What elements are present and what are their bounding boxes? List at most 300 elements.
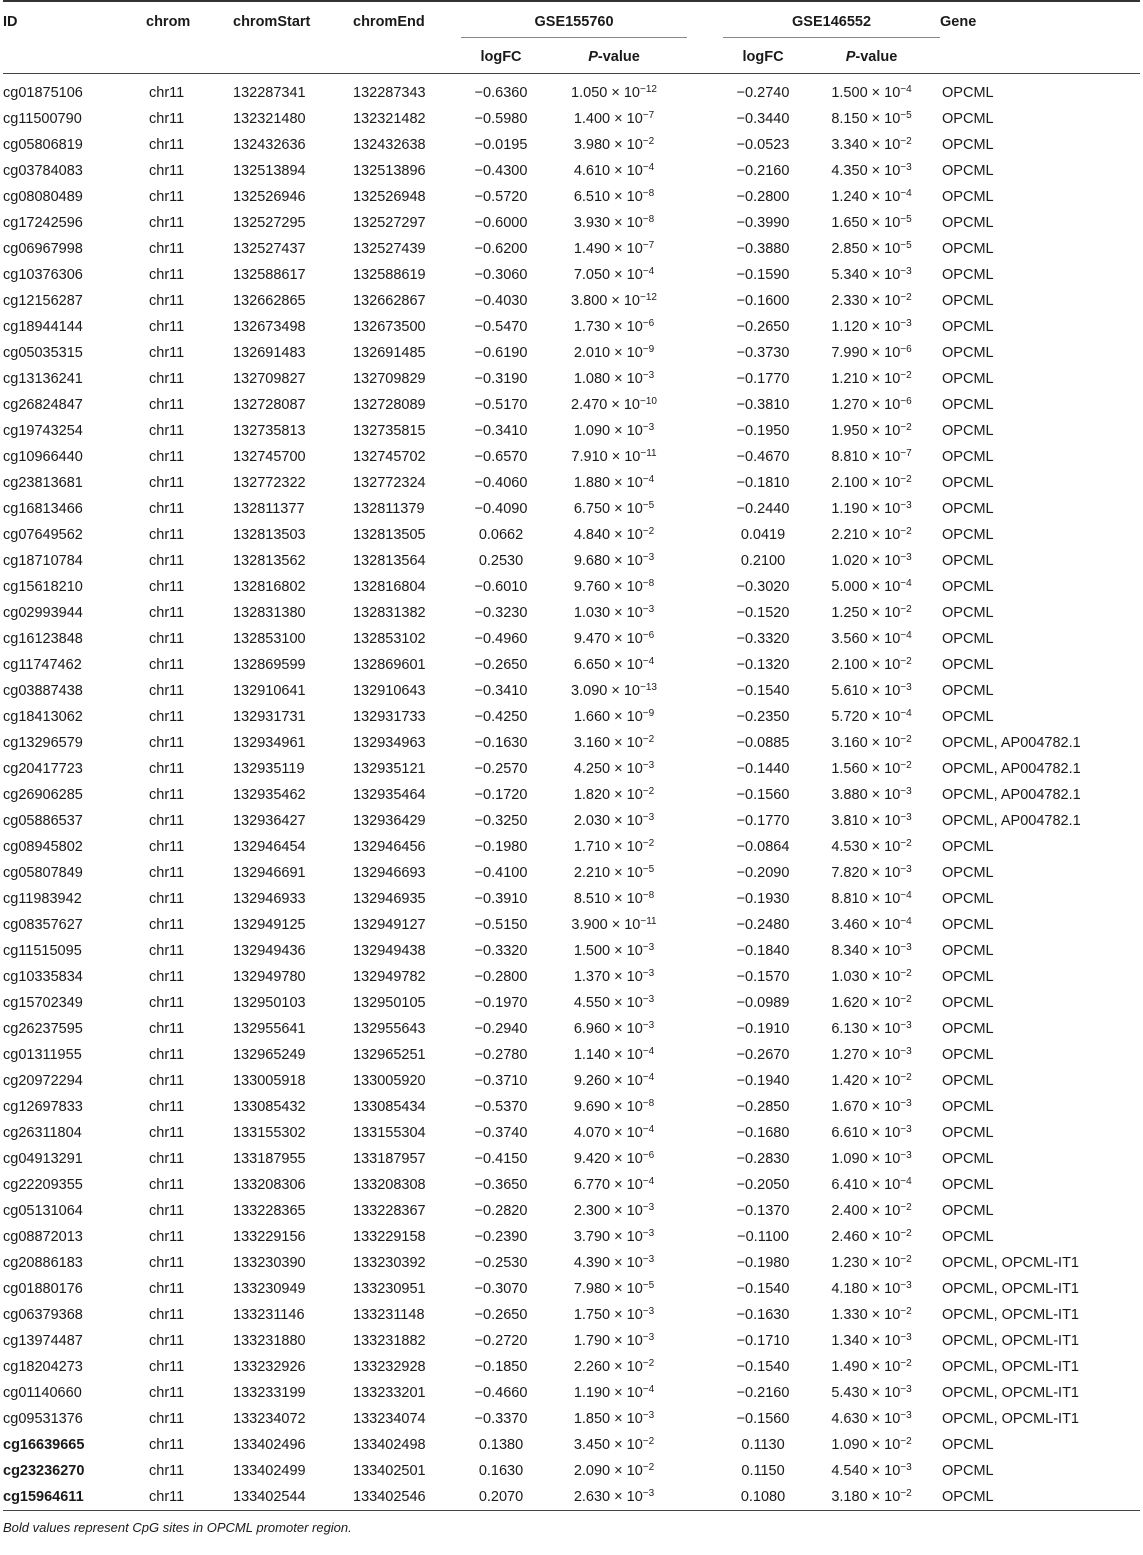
cell-gene: OPCML xyxy=(942,370,994,387)
table-row xyxy=(3,1198,1140,1224)
cell-chrom: chr11 xyxy=(149,682,185,699)
cell-logfc-1: −0.5980 xyxy=(474,110,528,127)
cell-logfc-1: −0.2650 xyxy=(474,656,528,673)
cell-chrom-end: 132588619 xyxy=(353,266,426,283)
cell-pvalue-2: $2.850 \times 10^{-5}$ xyxy=(831,239,912,257)
cell-chrom: chr11 xyxy=(149,110,185,127)
cell-pvalue-2: $4.350 \times 10^{-3}$ xyxy=(831,161,912,179)
cell-chrom-end: 132946935 xyxy=(353,890,426,907)
cell-chrom-start: 132935462 xyxy=(233,786,306,803)
cell-chrom-end: 133187957 xyxy=(353,1150,426,1167)
cell-logfc-1: −0.4960 xyxy=(474,630,528,647)
cell-id: cg09531376 xyxy=(3,1410,83,1427)
cell-logfc-2: −0.2650 xyxy=(736,318,790,335)
cell-pvalue-2: $1.240 \times 10^{-4}$ xyxy=(831,187,912,205)
cell-logfc-2: −0.1540 xyxy=(736,682,790,699)
cell-pvalue-2: $4.530 \times 10^{-2}$ xyxy=(831,837,912,855)
cell-chrom-start: 132813562 xyxy=(233,552,306,569)
cell-logfc-2: −0.1770 xyxy=(736,812,790,829)
cell-pvalue-1: $3.980 \times 10^{-2}$ xyxy=(573,135,655,153)
cell-pvalue-1: $2.630 \times 10^{-3}$ xyxy=(573,1487,655,1505)
cell-pvalue-1: $2.010 \times 10^{-9}$ xyxy=(573,343,655,361)
cell-chrom: chr11 xyxy=(149,630,185,647)
cell-id: cg01311955 xyxy=(3,1046,82,1063)
cell-id: cg17242596 xyxy=(3,214,83,231)
cell-id: cg23813681 xyxy=(3,474,83,491)
cell-gap xyxy=(687,236,723,262)
cell-logfc-2: −0.0523 xyxy=(736,136,790,153)
cell-chrom-start: 133005918 xyxy=(233,1072,306,1089)
table-row xyxy=(3,314,1140,340)
cell-logfc-2: −0.2440 xyxy=(736,500,790,517)
cell-pvalue-1: $7.910 \times 10^{-11}$ xyxy=(571,447,657,465)
cell-id: cg19743254 xyxy=(3,422,83,439)
cell-pvalue-1: $9.420 \times 10^{-6}$ xyxy=(573,1149,655,1167)
cell-chrom: chr11 xyxy=(149,942,185,959)
cell-gene: OPCML xyxy=(942,1462,994,1479)
cell-chrom-end: 132691485 xyxy=(353,344,426,361)
cell-pvalue-2: $3.160 \times 10^{-2}$ xyxy=(831,733,912,751)
table-row xyxy=(3,236,1140,262)
cell-id: cg13136241 xyxy=(3,370,83,387)
cell-gap xyxy=(687,184,723,210)
cell-chrom-end: 133085434 xyxy=(353,1098,426,1115)
cell-pvalue-2: $1.090 \times 10^{-3}$ xyxy=(831,1149,912,1167)
cell-logfc-1: −0.5150 xyxy=(474,916,528,933)
table-row xyxy=(3,886,1140,912)
cell-pvalue-1: $1.030 \times 10^{-3}$ xyxy=(573,603,655,621)
cell-id: cg06967998 xyxy=(3,240,83,257)
cell-chrom: chr11 xyxy=(149,526,185,543)
cell-gene: OPCML xyxy=(942,890,994,907)
table-row xyxy=(3,470,1140,496)
group1-label: GSE155760 xyxy=(534,14,614,30)
cell-gene: OPCML xyxy=(942,266,994,283)
table-row xyxy=(3,392,1140,418)
cell-pvalue-1: $2.210 \times 10^{-5}$ xyxy=(573,863,655,881)
cell-chrom-start: 132955641 xyxy=(233,1020,306,1037)
cell-id: cg11515095 xyxy=(3,942,82,959)
cell-gap xyxy=(687,444,723,470)
cell-pvalue-2: $2.210 \times 10^{-2}$ xyxy=(831,525,912,543)
cell-chrom-end: 132813505 xyxy=(353,526,426,543)
table-row xyxy=(3,1276,1140,1302)
cell-logfc-1: −0.3250 xyxy=(474,812,528,829)
cell-gap xyxy=(687,158,723,184)
cell-chrom-start: 133229156 xyxy=(233,1228,306,1245)
cell-chrom-end: 132831382 xyxy=(353,604,426,621)
cell-pvalue-2: $4.630 \times 10^{-3}$ xyxy=(831,1409,912,1427)
cell-gene: OPCML, OPCML-IT1 xyxy=(942,1306,1079,1323)
cell-chrom-end: 132662867 xyxy=(353,292,426,309)
cell-logfc-2: −0.2160 xyxy=(736,162,790,179)
cell-gap xyxy=(687,210,723,236)
table-header xyxy=(3,1,1140,73)
cell-gap xyxy=(687,1172,723,1198)
cell-chrom-start: 132526946 xyxy=(233,188,306,205)
cell-logfc-2: −0.1370 xyxy=(736,1202,790,1219)
cell-logfc-1: 0.1380 xyxy=(478,1436,524,1453)
table-row xyxy=(3,938,1140,964)
cell-logfc-2: −0.1940 xyxy=(736,1072,790,1089)
header-id: ID xyxy=(3,1,146,37)
cell-pvalue-1: $4.550 \times 10^{-3}$ xyxy=(573,993,655,1011)
cell-gap xyxy=(687,600,723,626)
cell-gap xyxy=(687,1250,723,1276)
cell-pvalue-1: $9.680 \times 10^{-3}$ xyxy=(573,551,655,569)
table-row xyxy=(3,1354,1140,1380)
table-row xyxy=(3,1328,1140,1354)
cell-logfc-1: −0.4250 xyxy=(474,708,528,725)
cell-chrom-start: 132527295 xyxy=(233,214,306,231)
cell-gene: OPCML xyxy=(942,1020,994,1037)
cell-pvalue-2: $1.270 \times 10^{-3}$ xyxy=(831,1045,912,1063)
table-row xyxy=(3,548,1140,574)
cell-gap xyxy=(687,106,723,132)
cell-gap xyxy=(687,1120,723,1146)
cell-chrom-start: 132709827 xyxy=(233,370,306,387)
cell-id: cg10335834 xyxy=(3,968,83,985)
cell-chrom: chr11 xyxy=(149,1202,185,1219)
cell-logfc-1: −0.2650 xyxy=(474,1306,528,1323)
cell-chrom: chr11 xyxy=(149,890,185,907)
cell-pvalue-1: $7.050 \times 10^{-4}$ xyxy=(573,265,655,283)
cell-gene: OPCML, AP004782.1 xyxy=(942,760,1081,777)
cell-gap xyxy=(687,756,723,782)
cell-gene: OPCML xyxy=(942,136,994,153)
cell-chrom-start: 132935119 xyxy=(233,760,305,777)
cell-chrom-end: 132709829 xyxy=(353,370,426,387)
cell-chrom-start: 132949125 xyxy=(233,916,306,933)
cell-gap xyxy=(687,1094,723,1120)
cell-pvalue-2: $6.410 \times 10^{-4}$ xyxy=(831,1175,912,1193)
cell-gene: OPCML xyxy=(942,1150,994,1167)
cell-chrom-start: 132691483 xyxy=(233,344,306,361)
cell-pvalue-2: $6.610 \times 10^{-3}$ xyxy=(831,1123,912,1141)
cell-chrom: chr11 xyxy=(149,1176,185,1193)
cell-logfc-2: −0.2800 xyxy=(736,188,790,205)
cell-pvalue-1: $1.500 \times 10^{-3}$ xyxy=(573,941,655,959)
cell-gene: OPCML xyxy=(942,1098,994,1115)
cell-chrom-end: 133230951 xyxy=(353,1280,426,1297)
cell-pvalue-2: $5.000 \times 10^{-4}$ xyxy=(831,577,912,595)
cell-chrom-end: 133231148 xyxy=(353,1306,425,1323)
cell-id: cg16639665 xyxy=(3,1436,85,1453)
cell-chrom: chr11 xyxy=(149,1306,185,1323)
table-row xyxy=(3,1042,1140,1068)
cell-id: cg18944144 xyxy=(3,318,83,335)
table-row xyxy=(3,1172,1140,1198)
cell-chrom: chr11 xyxy=(149,474,185,491)
cell-id: cg20886183 xyxy=(3,1254,83,1271)
cell-logfc-1: 0.2070 xyxy=(478,1488,524,1505)
cell-chrom-start: 133402499 xyxy=(233,1462,306,1479)
cell-chrom: chr11 xyxy=(149,448,185,465)
cell-pvalue-2: $1.120 \times 10^{-3}$ xyxy=(831,317,912,335)
cell-logfc-1: −0.2390 xyxy=(474,1228,528,1245)
cell-logfc-1: −0.1980 xyxy=(474,838,528,855)
cell-logfc-1: −0.4030 xyxy=(474,292,528,309)
table-row xyxy=(3,730,1140,756)
cell-pvalue-2: $1.490 \times 10^{-2}$ xyxy=(831,1357,912,1375)
cell-chrom: chr11 xyxy=(149,864,185,881)
cell-chrom-start: 132950103 xyxy=(233,994,306,1011)
cell-chrom-start: 132813503 xyxy=(233,526,306,543)
cell-id: cg15702349 xyxy=(3,994,83,1011)
table-row xyxy=(3,1068,1140,1094)
cell-logfc-1: −0.3070 xyxy=(474,1280,528,1297)
cell-logfc-1: −0.2720 xyxy=(474,1332,528,1349)
cell-chrom: chr11 xyxy=(149,1436,185,1453)
cell-chrom-end: 133228367 xyxy=(353,1202,426,1219)
cell-chrom: chr11 xyxy=(149,708,185,725)
cell-logfc-1: −0.3060 xyxy=(474,266,528,283)
cell-gap xyxy=(687,1302,723,1328)
cell-gene: OPCML, AP004782.1 xyxy=(942,786,1081,803)
cell-gap xyxy=(687,340,723,366)
cell-pvalue-2: $3.340 \times 10^{-2}$ xyxy=(831,135,912,153)
cell-pvalue-2: $7.820 \times 10^{-3}$ xyxy=(831,863,912,881)
cell-logfc-1: −0.1850 xyxy=(474,1358,528,1375)
cell-chrom-start: 132745700 xyxy=(233,448,306,465)
cell-id: cg03784083 xyxy=(3,162,83,179)
cell-logfc-2: −0.1320 xyxy=(736,656,790,673)
cell-logfc-2: −0.3990 xyxy=(736,214,790,231)
cell-chrom-end: 133230392 xyxy=(353,1254,426,1271)
cell-chrom-end: 132946456 xyxy=(353,838,426,855)
cell-chrom: chr11 xyxy=(149,214,185,231)
cell-pvalue-2: $8.150 \times 10^{-5}$ xyxy=(831,109,912,127)
cell-chrom: chr11 xyxy=(149,656,185,673)
cell-logfc-1: −0.4150 xyxy=(474,1150,528,1167)
cell-gap xyxy=(687,834,723,860)
cell-chrom-start: 133230390 xyxy=(233,1254,306,1271)
cell-chrom-end: 133005920 xyxy=(353,1072,426,1089)
cell-logfc-2: −0.3020 xyxy=(736,578,790,595)
cell-pvalue-1: $2.090 \times 10^{-2}$ xyxy=(573,1461,655,1479)
cell-chrom: chr11 xyxy=(149,84,185,101)
cell-gap xyxy=(687,1016,723,1042)
cell-pvalue-2: $1.420 \times 10^{-2}$ xyxy=(831,1071,912,1089)
cell-id: cg15964611 xyxy=(3,1488,84,1505)
cell-pvalue-1: $1.050 \times 10^{-12}$ xyxy=(571,83,657,101)
cell-id: cg03887438 xyxy=(3,682,83,699)
cell-gap xyxy=(687,1380,723,1406)
cell-chrom-end: 132527297 xyxy=(353,214,426,231)
cell-chrom-start: 132965249 xyxy=(233,1046,306,1063)
cell-pvalue-1: $1.820 \times 10^{-2}$ xyxy=(573,785,655,803)
cell-logfc-2: −0.2160 xyxy=(736,1384,790,1401)
cell-pvalue-1: $3.090 \times 10^{-13}$ xyxy=(571,681,657,699)
cell-chrom-start: 132772322 xyxy=(233,474,306,491)
cell-chrom-start: 133402496 xyxy=(233,1436,306,1453)
cell-chrom-start: 132287341 xyxy=(233,84,306,101)
cell-pvalue-2: $5.430 \times 10^{-3}$ xyxy=(831,1383,912,1401)
cell-gap xyxy=(687,1068,723,1094)
cell-gene: OPCML xyxy=(942,916,994,933)
table-row xyxy=(3,574,1140,600)
cell-gene: OPCML xyxy=(942,994,994,1011)
cell-chrom-end: 132287343 xyxy=(353,84,426,101)
cell-pvalue-2: $1.340 \times 10^{-3}$ xyxy=(831,1331,912,1349)
cell-chrom: chr11 xyxy=(149,1332,185,1349)
table-row xyxy=(3,132,1140,158)
cell-gap xyxy=(687,964,723,990)
cell-chrom-end: 132745702 xyxy=(353,448,426,465)
cell-pvalue-1: $4.250 \times 10^{-3}$ xyxy=(573,759,655,777)
cell-pvalue-1: $1.400 \times 10^{-7}$ xyxy=(573,109,655,127)
cell-gap xyxy=(687,574,723,600)
table-row xyxy=(3,1406,1140,1432)
cell-logfc-1: −0.2940 xyxy=(474,1020,528,1037)
cell-id: cg11747462 xyxy=(3,656,82,673)
cell-gap xyxy=(687,366,723,392)
cell-gap xyxy=(687,262,723,288)
cell-id: cg12697833 xyxy=(3,1098,83,1115)
cell-logfc-1: −0.0195 xyxy=(474,136,528,153)
cell-chrom-end: 133208308 xyxy=(353,1176,426,1193)
cell-chrom: chr11 xyxy=(149,1150,185,1167)
cell-pvalue-2: $1.950 \times 10^{-2}$ xyxy=(831,421,912,439)
table-row xyxy=(3,1016,1140,1042)
cell-gap xyxy=(687,392,723,418)
cell-logfc-2: 0.1130 xyxy=(741,1436,785,1453)
cell-chrom: chr11 xyxy=(149,1384,185,1401)
cell-id: cg01880176 xyxy=(3,1280,83,1297)
cell-chrom-end: 132813564 xyxy=(353,552,426,569)
cell-chrom: chr11 xyxy=(149,318,185,335)
cell-chrom-start: 133234072 xyxy=(233,1410,306,1427)
cell-logfc-1: −0.5470 xyxy=(474,318,528,335)
cell-gene: OPCML xyxy=(942,214,994,231)
cell-logfc-1: −0.6360 xyxy=(474,84,528,101)
cell-gap xyxy=(687,314,723,340)
cell-id: cg07649562 xyxy=(3,526,83,543)
cell-logfc-1: −0.4300 xyxy=(474,162,528,179)
cell-pvalue-2: $1.030 \times 10^{-2}$ xyxy=(831,967,912,985)
cell-logfc-2: −0.1440 xyxy=(736,760,790,777)
header-chrom-end: chromEnd xyxy=(345,1,461,37)
cell-chrom-end: 132955643 xyxy=(353,1020,426,1037)
cell-gene: OPCML xyxy=(942,526,994,543)
table-body xyxy=(3,73,1140,1510)
cell-logfc-2: −0.2670 xyxy=(736,1046,790,1063)
cell-gene: OPCML xyxy=(942,708,994,725)
cell-chrom: chr11 xyxy=(149,1488,185,1505)
cell-chrom: chr11 xyxy=(149,162,185,179)
cell-chrom: chr11 xyxy=(149,1098,185,1115)
cell-chrom-start: 132588617 xyxy=(233,266,306,283)
cell-gene: OPCML xyxy=(942,1202,994,1219)
cell-logfc-2: −0.1680 xyxy=(736,1124,790,1141)
table-row xyxy=(3,704,1140,730)
cell-logfc-2: −0.2480 xyxy=(736,916,790,933)
table-row xyxy=(3,1484,1140,1511)
cell-gene: OPCML xyxy=(942,942,994,959)
cell-id: cg05886537 xyxy=(3,812,83,829)
cell-logfc-2: −0.1540 xyxy=(736,1358,790,1375)
cell-gap xyxy=(687,1276,723,1302)
cell-pvalue-1: $1.880 \times 10^{-4}$ xyxy=(573,473,655,491)
cell-logfc-2: −0.1590 xyxy=(736,266,790,283)
cell-chrom-start: 133230949 xyxy=(233,1280,306,1297)
cell-logfc-1: −0.6000 xyxy=(474,214,528,231)
cell-chrom: chr11 xyxy=(149,344,185,361)
cell-pvalue-2: $3.180 \times 10^{-2}$ xyxy=(831,1487,912,1505)
cell-gene: OPCML xyxy=(942,396,994,413)
cell-gene: OPCML, OPCML-IT1 xyxy=(942,1410,1079,1427)
cell-pvalue-2: $1.230 \times 10^{-2}$ xyxy=(831,1253,912,1271)
cell-pvalue-1: $3.800 \times 10^{-12}$ xyxy=(571,291,657,309)
cell-logfc-2: −0.2740 xyxy=(736,84,790,101)
cell-gene: OPCML xyxy=(942,240,994,257)
cell-chrom-start: 132949780 xyxy=(233,968,306,985)
cell-logfc-2: −0.1100 xyxy=(737,1228,789,1245)
cell-gene: OPCML xyxy=(942,968,994,985)
cell-gap xyxy=(687,548,723,574)
p-letter: P xyxy=(845,48,856,65)
cell-pvalue-1: $1.850 \times 10^{-3}$ xyxy=(573,1409,655,1427)
header-group-gse146552 xyxy=(723,1,940,37)
cell-pvalue-2: $1.620 \times 10^{-2}$ xyxy=(831,993,912,1011)
table-row xyxy=(3,444,1140,470)
cell-pvalue-2: $2.460 \times 10^{-2}$ xyxy=(831,1227,912,1245)
cell-id: cg04913291 xyxy=(3,1150,83,1167)
cell-pvalue-1: $6.650 \times 10^{-4}$ xyxy=(573,655,655,673)
cell-chrom: chr11 xyxy=(149,1046,185,1063)
cell-id: cg18413062 xyxy=(3,708,83,725)
cell-chrom-end: 132811379 xyxy=(353,500,425,517)
cell-chrom: chr11 xyxy=(149,188,185,205)
cell-id: cg16123848 xyxy=(3,630,83,647)
cell-pvalue-2: $4.180 \times 10^{-3}$ xyxy=(831,1279,912,1297)
cell-chrom: chr11 xyxy=(149,240,185,257)
cell-gap xyxy=(687,1328,723,1354)
cell-logfc-1: −0.3370 xyxy=(474,1410,528,1427)
cell-pvalue-2: $8.810 \times 10^{-7}$ xyxy=(831,447,912,465)
table-row xyxy=(3,73,1140,106)
cell-logfc-1: −0.1630 xyxy=(474,734,528,751)
cell-chrom: chr11 xyxy=(149,1254,185,1271)
cell-id: cg16813466 xyxy=(3,500,83,517)
cell-chrom-end: 132673500 xyxy=(353,318,426,335)
cell-pvalue-1: $3.900 \times 10^{-11}$ xyxy=(571,915,657,933)
cell-chrom-end: 132949782 xyxy=(353,968,426,985)
cell-pvalue-1: $2.470 \times 10^{-10}$ xyxy=(571,395,657,413)
cell-chrom: chr11 xyxy=(149,1072,185,1089)
cell-gap xyxy=(687,808,723,834)
cell-chrom-end: 133155304 xyxy=(353,1124,426,1141)
cell-chrom: chr11 xyxy=(149,968,185,985)
cell-pvalue-2: $1.330 \times 10^{-2}$ xyxy=(831,1305,912,1323)
methylation-table xyxy=(3,0,1140,1511)
cell-gap xyxy=(687,1484,723,1511)
cell-chrom-start: 132513894 xyxy=(233,162,306,179)
cell-chrom: chr11 xyxy=(149,1462,185,1479)
cell-chrom: chr11 xyxy=(149,578,185,595)
table-row xyxy=(3,184,1140,210)
cell-chrom-start: 132811377 xyxy=(233,500,305,517)
pvalue-suffix: -value xyxy=(855,48,898,65)
cell-chrom: chr11 xyxy=(149,812,185,829)
cell-pvalue-1: $6.960 \times 10^{-3}$ xyxy=(573,1019,655,1037)
pvalue-suffix: -value xyxy=(597,48,640,65)
cell-gene: OPCML xyxy=(942,682,994,699)
cell-pvalue-1: $2.260 \times 10^{-2}$ xyxy=(573,1357,655,1375)
cell-logfc-1: −0.6010 xyxy=(474,578,528,595)
cell-pvalue-2: $2.400 \times 10^{-2}$ xyxy=(831,1201,912,1219)
cell-chrom-start: 132728087 xyxy=(233,396,306,413)
